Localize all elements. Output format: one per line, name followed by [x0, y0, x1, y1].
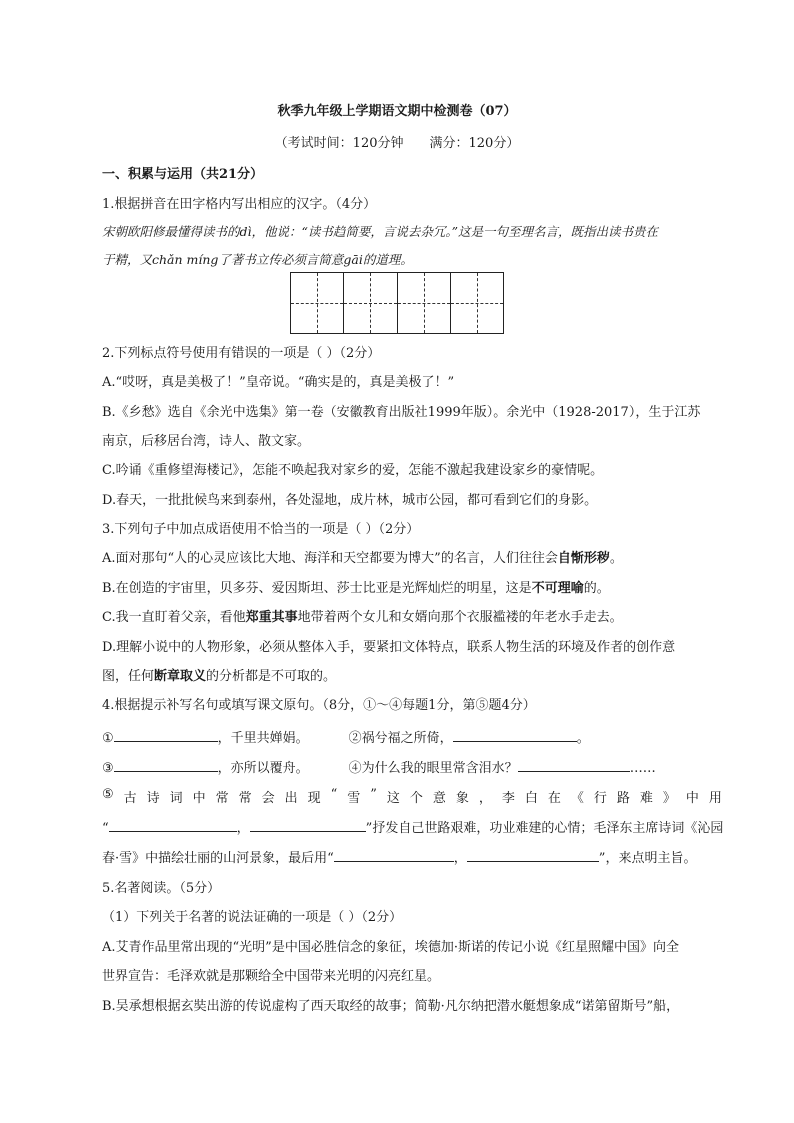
q3-option-d-line2: [102, 665, 722, 684]
q5-sub1: （1）下列关于名著的说法证确的一项是（ ）（2分）: [102, 910, 403, 925]
q4-item5-char: 出: [284, 791, 298, 806]
q3-b-idiom: 不可理喻: [531, 581, 584, 596]
q4-item5-line3-end: ”，来点明主旨。: [598, 851, 697, 866]
q3-option-d-line1: D.理解小说中的人物形象，必须从整体入手，要紧扣文体特点，联系人物生活的环境及作者的创作意: [102, 640, 676, 655]
q4-item5-char: 词: [169, 791, 183, 806]
exam-time: （考试时间：120分钟: [274, 136, 404, 151]
q4-item2-end: 。: [576, 731, 590, 746]
q3-a-end: 。: [609, 551, 623, 566]
q3-stem: 3.下列句子中加点成语使用不恰当的一项是（ ）（2分）: [102, 522, 420, 537]
q5-stem: 5.名著阅读。（5分）: [102, 881, 221, 896]
q4-item5-char: 难: [639, 791, 653, 806]
q3-d-end: 的分析都是不可取的。: [206, 669, 337, 684]
q4-item5-char: 古: [123, 791, 137, 806]
grid-cell[interactable]: [397, 273, 450, 333]
q4-item5-char: 用: [708, 791, 722, 806]
q4-item5-char: 》: [662, 791, 676, 806]
q3-option-b: [102, 577, 722, 596]
q4-blank-2[interactable]: [453, 729, 577, 742]
q4-blank-5b[interactable]: [250, 819, 366, 832]
q4-item1-num: ①: [102, 731, 114, 746]
q4-item5-char: 在: [547, 791, 561, 806]
q4-item5-char: 行: [593, 791, 607, 806]
q4-row1: [102, 727, 722, 746]
q2-option-b-line2: 南京，后移居台湾，诗人、散文家。: [102, 434, 311, 449]
q1-text-line2: 于精，又chǎn míng了著书立传必须言简意gāi的道理。: [102, 252, 413, 267]
q3-d-text: 图，任何: [102, 669, 155, 684]
q4-item5-char: 雪: [347, 791, 361, 806]
q3-option-a: [102, 547, 722, 566]
q4-item5-char: 会: [261, 791, 275, 806]
q3-b-end: 的。: [583, 581, 610, 596]
q1-text-line1: 宋朝欧阳修最懂得读书的dì，他说：“读书趋简要，言说去杂冗。”这是一句至理名言，既指出读书贵在: [102, 224, 659, 239]
q2-option-c: C.吟诵《重修望海楼记》，怎能不唤起我对家乡的爱，怎能不激起我建设家乡的豪情呢。: [102, 463, 604, 478]
q4-blank-4[interactable]: [518, 759, 630, 772]
q4-blank-5a[interactable]: [109, 819, 237, 832]
q3-c-idiom: 郑重其事: [245, 610, 298, 625]
q4-item5-quote-open: “: [102, 821, 109, 836]
q4-stem: 4.根据提示补写名句或填写课文原句。（8分，①～④每题1分，第⑤题4分）: [102, 698, 536, 713]
q4-blank-1[interactable]: [114, 729, 218, 742]
section-heading: 一、积累与运用（共21分）: [102, 167, 264, 182]
grid-cell[interactable]: [291, 273, 343, 333]
q4-item5-char: 现: [307, 791, 321, 806]
q4-item1-text: ，千里共婵娟。: [217, 731, 309, 746]
q4-item2-text: ②祸兮福之所倚，: [348, 731, 453, 746]
q4-item4-end: ……: [629, 761, 656, 776]
q4-item5-line1: [102, 787, 722, 806]
q4-item5-char: ，: [478, 791, 492, 806]
page-title: 秋季九年级上学期语文期中检测卷（07）: [277, 104, 517, 119]
q1-stem: 1.根据拼音在田字格内写出相应的汉字。（4分）: [102, 197, 377, 212]
grid-cell[interactable]: [450, 273, 503, 333]
q4-item3-text: ，亦所以覆舟。: [217, 761, 309, 776]
q4-item5-char: 常: [238, 791, 252, 806]
q4-item5-char: 这: [386, 791, 400, 806]
q4-item5-char: “: [330, 787, 338, 802]
q4-item5-comma: ，: [236, 821, 250, 836]
q2-stem: 2.下列标点符号使用有错误的一项是（ ）（2分）: [102, 346, 381, 361]
q4-item5-char: 白: [524, 791, 538, 806]
q4-item5-char: 诗: [146, 791, 160, 806]
exam-info: [0, 132, 794, 151]
q4-item5-line2: [102, 817, 722, 836]
q3-d-idiom: 断章取义: [154, 669, 207, 684]
q4-blank-3[interactable]: [114, 759, 218, 772]
q4-item5-char: 个: [409, 791, 423, 806]
q3-a-text: A.面对那句“人的心灵应该比大地、海洋和天空都要为博大”的名言，人们往往会: [102, 551, 558, 566]
q4-item5-char: 意: [432, 791, 446, 806]
q3-option-c: [102, 606, 722, 625]
q5-option-a-line2: 世界宣告：毛泽欢就是那颗给全中国带来光明的闪亮红星。: [102, 969, 441, 984]
q4-blank-5c[interactable]: [334, 849, 454, 862]
q4-item5-comma2: ，: [453, 851, 467, 866]
q4-item4-text: ④为什么我的眼里常含泪水？: [348, 761, 518, 776]
q4-item5-char: 《: [570, 791, 584, 806]
q4-item5-line3: [102, 847, 722, 866]
q4-item5-char: 李: [501, 791, 515, 806]
q4-item5-line3-text: 春·雪》中描绘壮丽的山河景象，最后用“: [102, 851, 334, 866]
tianzige-grid[interactable]: [290, 272, 504, 334]
q4-item5-char: ”: [370, 787, 377, 802]
q2-option-a: A.“哎呀，真是美极了！”皇帝说。“确实是的，真是美极了！”: [102, 375, 455, 390]
q4-item5-char: 常: [215, 791, 229, 806]
q4-item5-char: 中: [192, 791, 206, 806]
q4-blank-5d[interactable]: [467, 849, 599, 862]
q2-option-b-line1: B.《乡愁》选自《余光中选集》第一卷（安徽教育出版社1999年版）。余光中（1928-2017），生于江苏: [102, 405, 701, 420]
q4-item5-char: 中: [685, 791, 699, 806]
q4-item5-line2-text: ”抒发自己世路艰难，功业难建的心情；毛泽东主席诗词《沁园: [365, 821, 724, 836]
q4-item5-char: 路: [616, 791, 630, 806]
grid-cell[interactable]: [343, 273, 396, 333]
q4-row2: [102, 757, 722, 776]
q3-c-text: C.我一直盯着父亲，看他: [102, 610, 246, 625]
q5-option-a-line1: A.艾青作品里常出现的“光明”是中国必胜信念的象征，埃德加·斯诺的传记小说《红星照耀中国》向全: [102, 940, 679, 955]
exam-score: 满分：120分）: [429, 136, 520, 151]
q4-item5-char: 象: [455, 791, 469, 806]
q3-c-end: 地带着两个女儿和女婿向那个衣服褴褛的年老水手走去。: [297, 610, 623, 625]
q4-item3-num: ③: [102, 761, 114, 776]
q4-item5-char: ⑤: [102, 787, 114, 802]
q3-a-idiom: 自惭形秽: [557, 551, 610, 566]
q5-option-b-line1: B.吴承想根据玄奘出游的传说虚构了西天取经的故事；简勒·凡尔纳把潜水艇想象成“诺第留斯号”船，: [102, 999, 680, 1014]
q3-b-text: B.在创造的宇宙里，贝多芬、爱因斯坦、莎士比亚是光辉灿烂的明星，这是: [102, 581, 532, 596]
q2-option-d: D.春天，一批批候鸟来到泰州，各处湿地，成片林，城市公园，都可看到它们的身影。: [102, 493, 598, 508]
